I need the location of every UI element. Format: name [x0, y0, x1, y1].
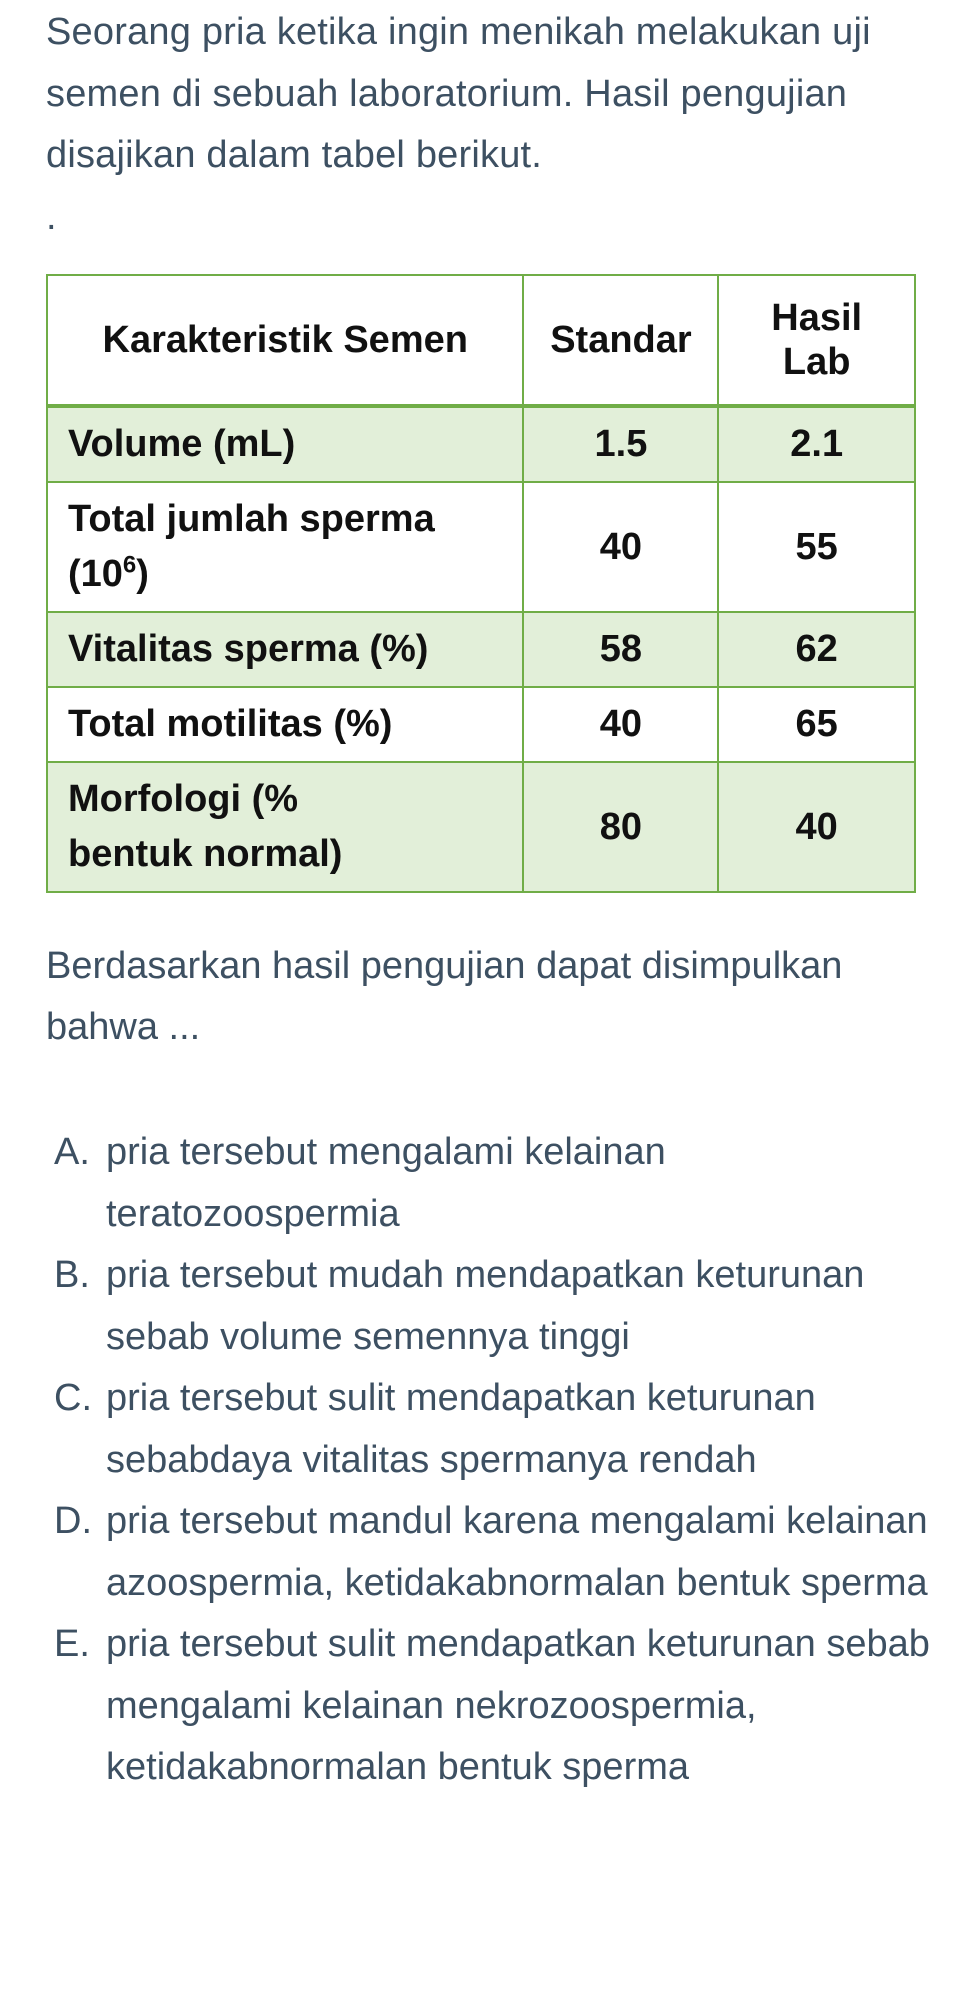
question-content — [46, 0, 930, 1788]
row-lab: 2.1 — [718, 406, 915, 482]
table-row — [47, 687, 915, 762]
option-letter: B. — [54, 1254, 90, 1296]
header-standard: Standar — [523, 275, 718, 406]
option-letter: D. — [54, 1500, 92, 1542]
question-text: Berdasarkan hasil pengujian dapat disimpulkan bahwa ... — [46, 945, 843, 1048]
header-characteristic: Karakteristik Semen — [47, 275, 523, 406]
row-lab: 55 — [718, 482, 915, 612]
row-standard: 58 — [523, 612, 718, 687]
table-row — [47, 406, 915, 482]
option-letter: C. — [54, 1377, 92, 1419]
row-label — [47, 482, 523, 612]
row-standard: 40 — [523, 482, 718, 612]
option-e[interactable] — [54, 1614, 934, 1799]
row-label: Morfologi (% bentuk normal) — [47, 762, 523, 892]
header-lab: Hasil Lab — [718, 275, 915, 406]
row-label: Vitalitas sperma (%) — [47, 612, 523, 687]
option-letter: A. — [54, 1131, 90, 1173]
row-label: Volume (mL) — [47, 406, 523, 482]
table-header-row — [47, 275, 915, 406]
row-standard: 80 — [523, 762, 718, 892]
option-letter: E. — [54, 1623, 90, 1665]
separator-dot: . — [46, 195, 57, 238]
option-b[interactable] — [54, 1245, 934, 1368]
option-text: pria tersebut mandul karena mengalami kelainan azoospermia, ketidakabnormalan bentuk sperma — [106, 1500, 928, 1604]
answer-options — [54, 1122, 934, 1799]
row-label-text: Total jumlah sperma (10 — [68, 498, 435, 595]
option-text: pria tersebut sulit mendapatkan keturunan sebab mengalami kelainan nekrozoospermia, ketidakabnormalan bentuk sperma — [106, 1623, 930, 1788]
row-lab: 62 — [718, 612, 915, 687]
row-label: Total motilitas (%) — [47, 687, 523, 762]
row-standard: 40 — [523, 687, 718, 762]
table-row — [47, 482, 915, 612]
option-d[interactable] — [54, 1491, 934, 1614]
table-row — [47, 612, 915, 687]
option-c[interactable] — [54, 1368, 934, 1491]
option-a[interactable] — [54, 1122, 934, 1245]
semen-test-table — [46, 274, 916, 893]
row-label-end: ) — [136, 553, 149, 595]
table-row — [47, 762, 915, 892]
option-text: pria tersebut sulit mendapatkan keturunan sebabdaya vitalitas spermanya rendah — [106, 1377, 816, 1481]
row-standard: 1.5 — [523, 406, 718, 482]
intro-text: Seorang pria ketika ingin menikah melakukan uji semen di sebuah laboratorium. Hasil pengujian disajikan dalam tabel berikut. — [46, 11, 871, 176]
row-lab: 65 — [718, 687, 915, 762]
row-lab: 40 — [718, 762, 915, 892]
option-text: pria tersebut mengalami kelainan teratozoospermia — [106, 1131, 666, 1235]
option-text: pria tersebut mudah mendapatkan keturunan sebab volume semennya tinggi — [106, 1254, 865, 1358]
row-label-sup: 6 — [122, 551, 137, 579]
